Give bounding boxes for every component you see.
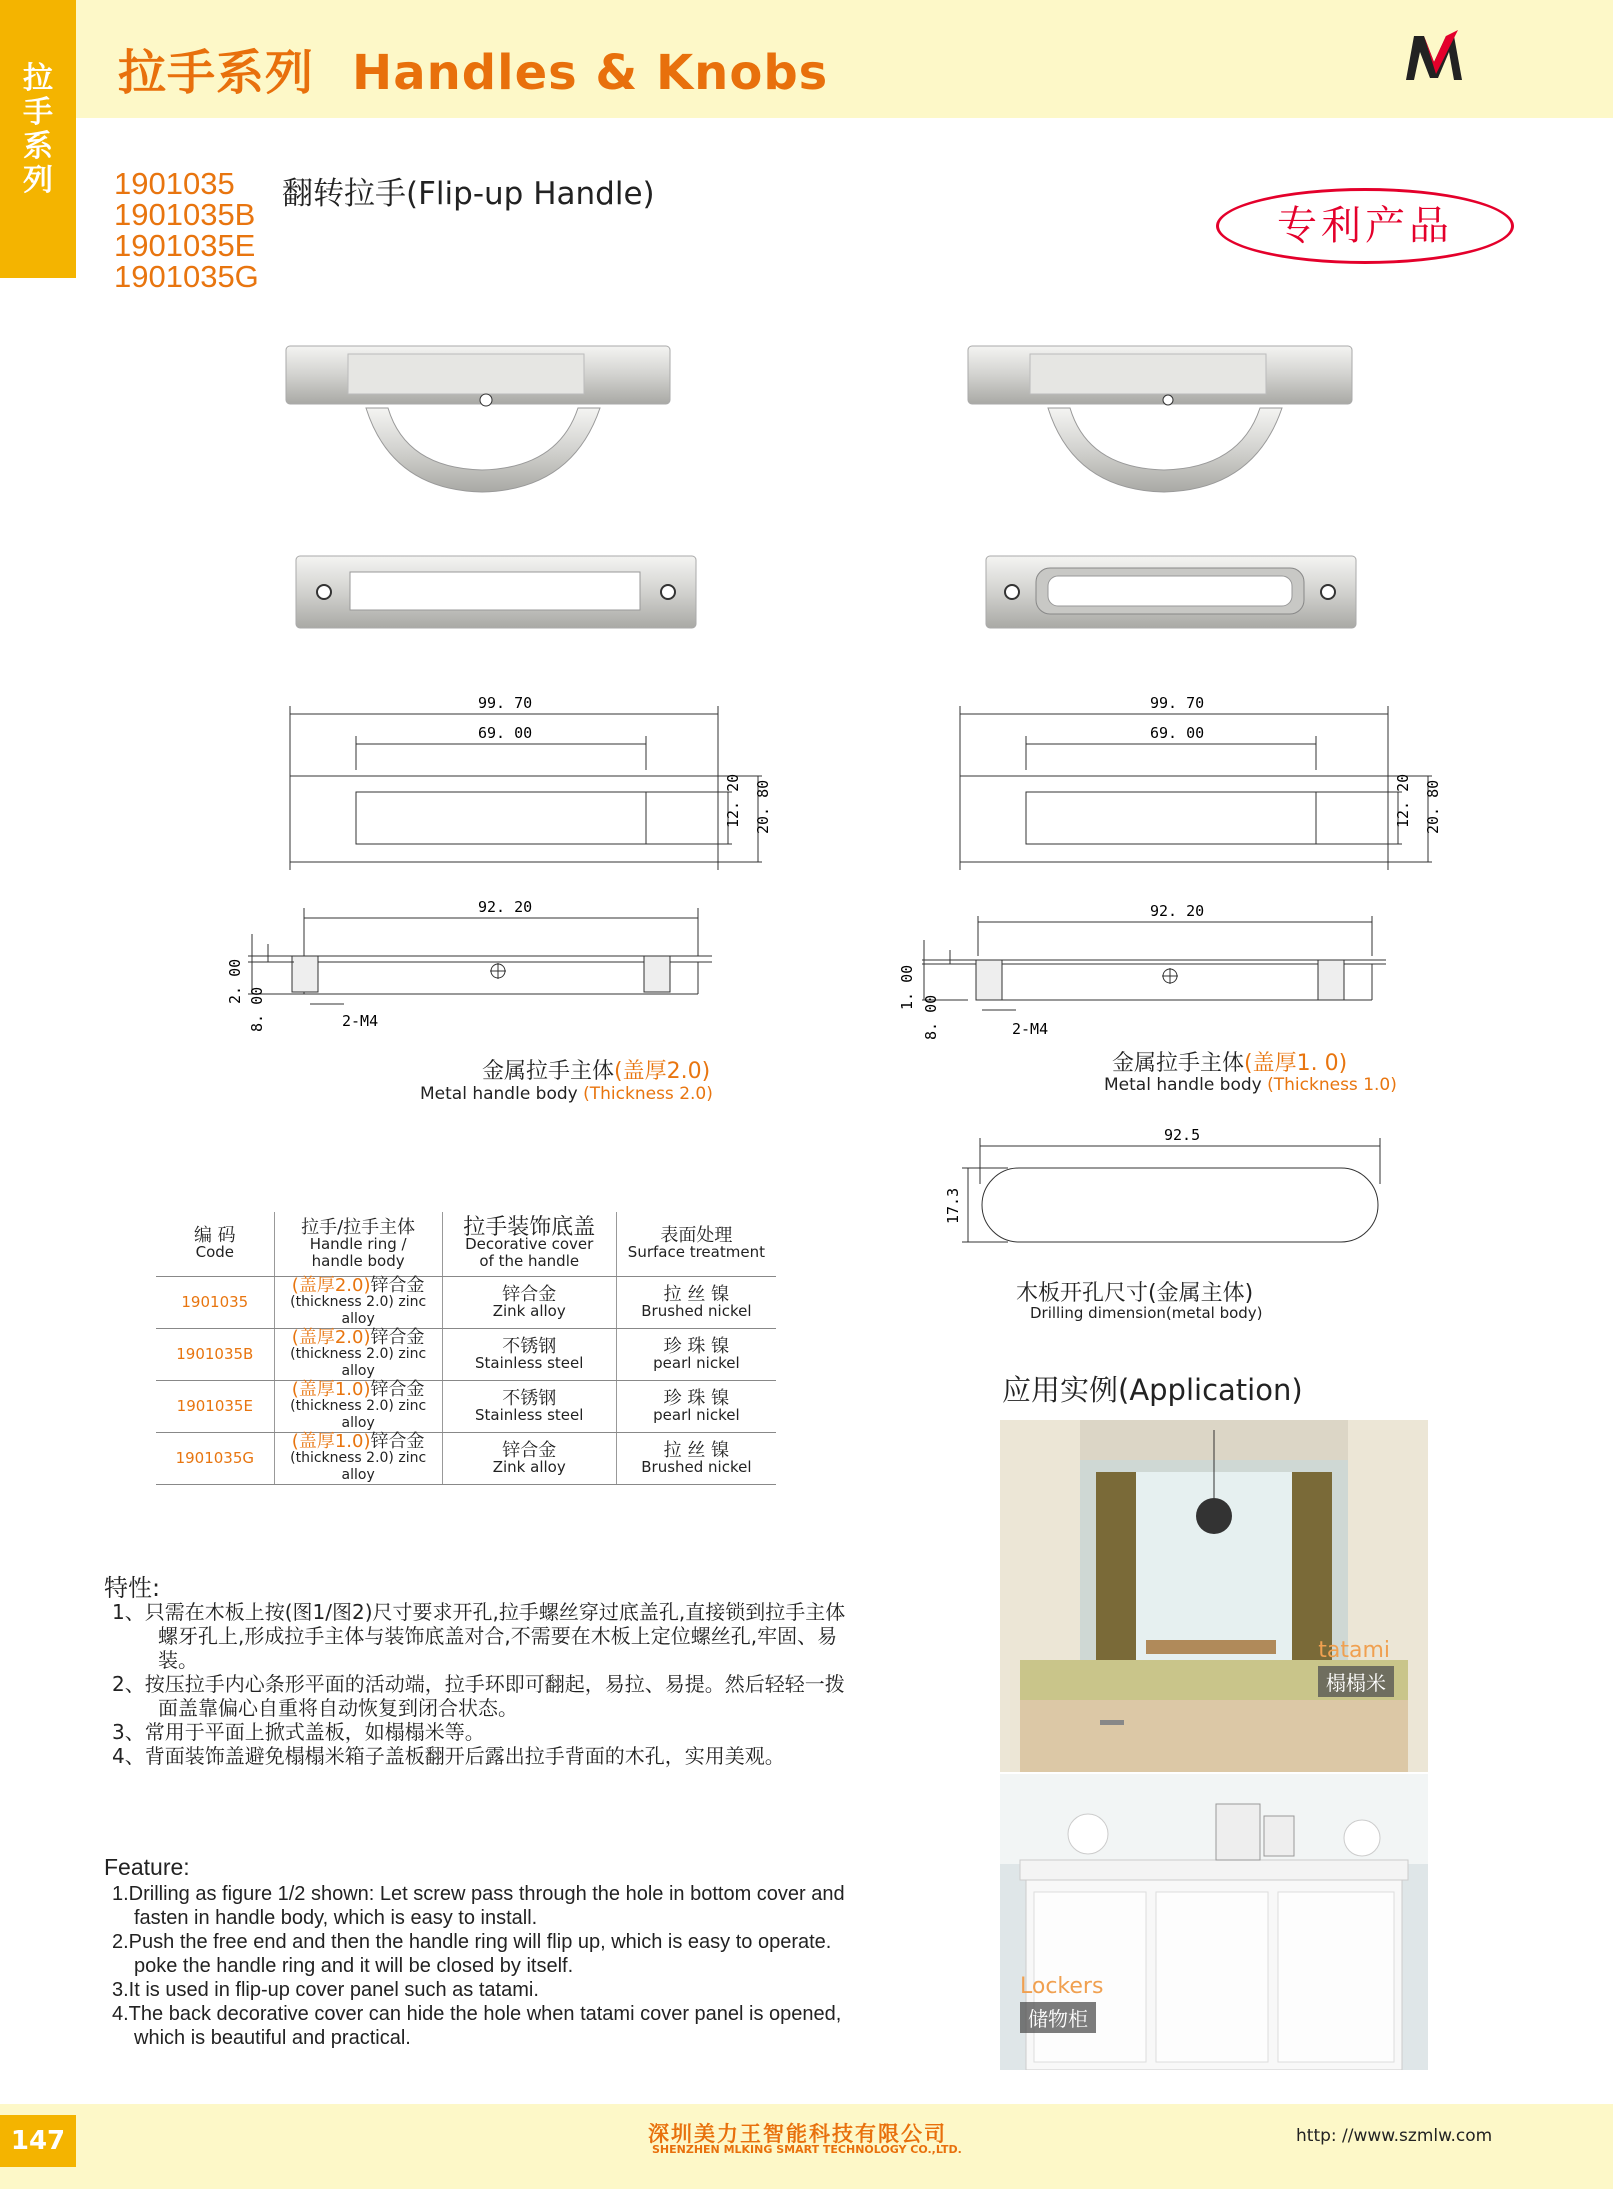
tatami-tag-cn: 榻榻米 [1318,1666,1394,1697]
dim-cover-thickness: 2. 00 [226,958,244,1004]
cell-cover: 不锈钢 Stainless steel [442,1329,616,1381]
cell-surface: 珍 珠 镍 pearl nickel [616,1329,776,1381]
brand-logo-icon [1402,28,1470,86]
spec-table [156,1212,776,1485]
table-row [156,1277,776,1329]
dim-top-width: 99. 70 [1150,694,1205,712]
dim-inner-width: 69. 00 [478,724,533,742]
list-item: 4.The back decorative cover can hide the hole when tatami cover panel is opened, which is beautiful and practical. [112,2003,842,2049]
side-tab [0,0,76,278]
cell-cover: 锌合金 Zink alloy [442,1433,616,1485]
cell-surface: 拉 丝 镍 Brushed nickel [616,1433,776,1485]
product-code: 1901035G [114,259,259,294]
cell-code: 1901035E [156,1381,274,1433]
company-name-en: SHENZHEN MLKING SMART TECHNOLOGY CO.,LTD. [652,2143,962,2156]
table-row [156,1381,776,1433]
list-item: 3.It is used in flip-up cover panel such as tatami. [112,1979,539,2001]
cell-ring: (盖厚1.0)锌合金 (thickness 2.0) zinc alloy [274,1381,442,1433]
side-tab-char: 手 [23,95,53,130]
table-header-row [156,1212,776,1277]
drawing-right-caption-cn: 金属拉手主体(盖厚1. 0) [1112,1051,1348,1076]
list-item: 1.Drilling as figure 1/2 shown: Let screw pass through the hole in bottom cover and fasten in handle body, which is easy to install. [112,1883,845,1929]
drawing-left-caption-cn: 金属拉手主体(盖厚2.0) [482,1059,711,1084]
dim-side-width: 92. 20 [1150,902,1205,920]
cell-code: 1901035G [156,1433,274,1485]
cover-render-right [984,554,1358,630]
cell-code: 1901035 [156,1277,274,1329]
dim-outer-height: 20. 80 [1424,779,1442,834]
dim-depth: 8. 00 [248,986,266,1032]
drawing-right [894,686,1464,1056]
table-row [156,1329,776,1381]
handle-render-right [964,340,1356,500]
lockers-tag-en: Lockers [1020,1974,1104,1999]
page-title [118,34,828,103]
table-header: 编 码 Code [156,1212,274,1277]
dim-side-width: 92. 20 [478,898,533,916]
features-cn-list [112,1600,852,1768]
dim-inner-height: 12. 20 [724,773,742,828]
cell-ring: (盖厚2.0)锌合金 (thickness 2.0) zinc alloy [274,1277,442,1329]
features-en-title: Feature: [104,1854,190,1880]
table-header: 拉手装饰底盖 Decorative cover of the handle [442,1212,616,1277]
list-item: 4、背面装饰盖避免榻榻米箱子盖板翻开后露出拉手背面的木孔，实用美观。 [112,1744,785,1768]
cell-surface: 珍 珠 镍 pearl nickel [616,1381,776,1433]
patent-badge: 专利产品 [1216,188,1514,264]
cell-cover: 锌合金 Zink alloy [442,1277,616,1329]
cell-surface: 拉 丝 镍 Brushed nickel [616,1277,776,1329]
handle-render-left [282,340,674,500]
cover-render-left [294,554,698,630]
tatami-tag-en: tatami [1318,1638,1390,1663]
list-item: 2.Push the free end and then the handle ring will flip up, which is easy to operate. poke the handle ring and it will be closed by itself. [112,1931,832,1977]
website-link[interactable]: http: //www.szmlw.com [1296,2126,1493,2146]
table-header: 表面处理 Surface treatment [616,1212,776,1277]
features-cn-title: 特性: [104,1574,161,1602]
product-code: 1901035E [114,228,256,263]
dim-cover-thickness: 1. 00 [898,964,916,1010]
dim-depth: 8. 00 [922,994,940,1040]
cutout-caption-cn: 木板开孔尺寸(金属主体) [1016,1281,1254,1306]
list-item: 1、只需在木板上按(图1/图2)尺寸要求开孔,拉手螺丝穿过底盖孔,直接锁到拉手主体螺牙孔上,形成拉手主体与装饰底盖对合,不需要在木板上定位螺丝孔,牢固、易装。 [112,1600,846,1672]
cell-code: 1901035B [156,1329,274,1381]
dim-inner-width: 69. 00 [1150,724,1205,742]
table-row [156,1433,776,1485]
cell-ring: (盖厚2.0)锌合金 (thickness 2.0) zinc alloy [274,1329,442,1381]
dim-inner-height: 12. 20 [1394,773,1412,828]
drawing-left [214,686,784,1046]
product-code: 1901035 [114,166,235,201]
product-name: 翻转拉手(Flip-up Handle) [282,176,655,212]
lockers-photo [1000,1774,1428,2070]
cutout-caption-en: Drilling dimension(metal body) [1030,1304,1263,1322]
dim-screw: 2-M4 [1012,1020,1049,1038]
tatami-photo [1000,1420,1428,1772]
page-number: 147 [0,2115,76,2167]
cell-cover: 不锈钢 Stainless steel [442,1381,616,1433]
list-item: 2、按压拉手内心条形平面的活动端，拉手环即可翻起，易拉、易提。然后轻轻一拨面盖靠偏心自重将自动恢复到闭合状态。 [112,1672,845,1720]
list-item: 3、常用于平面上掀式盖板，如榻榻米等。 [112,1720,485,1744]
cell-ring: (盖厚1.0)锌合金 (thickness 2.0) zinc alloy [274,1433,442,1485]
product-code: 1901035B [114,197,256,232]
application-title: 应用实例(Application) [1002,1373,1303,1407]
cutout-height: 17.3 [944,1187,962,1224]
side-tab-char: 列 [23,163,53,198]
dim-outer-height: 20. 80 [754,779,772,834]
lockers-tag-cn: 储物柜 [1020,2002,1096,2033]
table-header: 拉手/拉手主体 Handle ring / handle body [274,1212,442,1277]
tatami-illustration [1000,1420,1428,1772]
title-en: Handles & Knobs [352,45,829,101]
features-en-list [112,1882,852,2050]
side-tab-char: 系 [23,129,53,164]
title-cn: 拉手系列 [118,45,315,101]
dim-top-width: 99. 70 [478,694,533,712]
dim-screw: 2-M4 [342,1012,379,1030]
company-name-cn: 深圳美力王智能科技有限公司 [648,2122,947,2146]
drawing-right-caption-en: Metal handle body (Thickness 1.0) [1104,1075,1397,1095]
cutout-drawing [928,1128,1398,1258]
drawing-left-caption-en: Metal handle body (Thickness 2.0) [420,1084,713,1104]
cutout-width: 92.5 [1164,1128,1201,1144]
side-tab-char: 拉 [23,61,53,96]
